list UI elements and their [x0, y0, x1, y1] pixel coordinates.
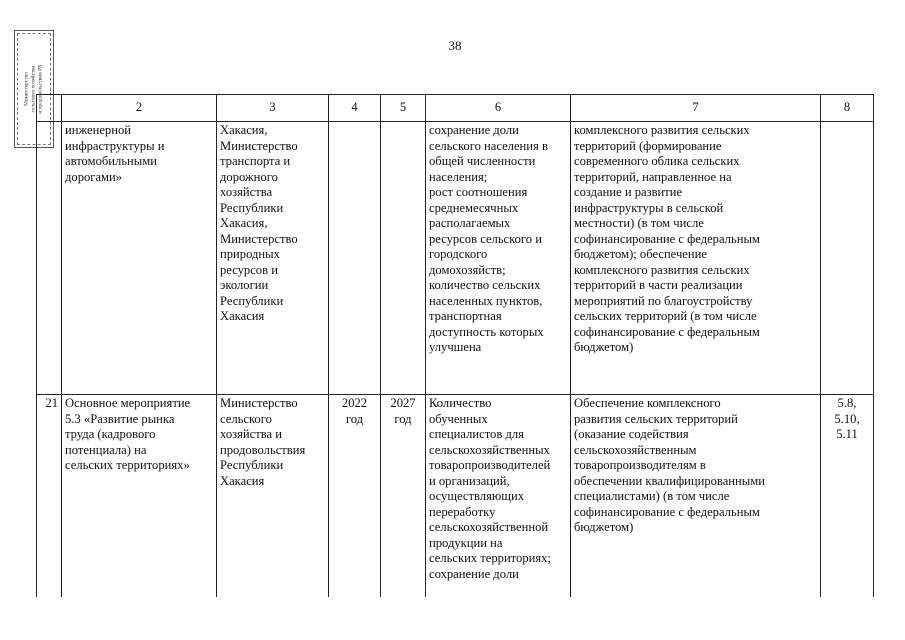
header-cell: 7: [571, 95, 821, 122]
event-cell: Основное мероприятие 5.3 «Развитие рынка труда (кадрового потенциала) на сельских территориях»: [62, 395, 217, 598]
row-number-cell: 21: [37, 395, 62, 598]
end-year-cell: [381, 122, 426, 395]
start-year-cell: [329, 122, 381, 395]
header-cell: [37, 95, 62, 122]
event-cell: инженерной инфраструктуры и автомобильными дорогами»: [62, 122, 217, 395]
table-row: [37, 122, 874, 395]
executor-cell: Министерство сельского хозяйства и продовольствия Республики Хакасия: [217, 395, 329, 598]
direction-cell: Обеспечение комплексного развития сельских территорий (оказание содействия сельскохозяйственным товаропроизводителям в обеспечении квалифицированными специалистами) (в том числе софинансирование с федеральным бюджетом): [571, 395, 821, 598]
stamp-line: сельского хозяйства: [30, 65, 37, 113]
row-number-cell: [37, 122, 62, 395]
links-cell: 5.8, 5.10, 5.11: [821, 395, 874, 598]
stamp-line: и продовольствия РХ: [37, 64, 44, 114]
indicators-cell: сохранение доли сельского населения в общей численности населения; рост соотношения среднемесячных располагаемых ресурсов сельского и городского домохозяйств; количество сельских населенных пунктов, транспортная доступность которых улучшена: [426, 122, 571, 395]
direction-cell: комплексного развития сельских территорий (формирование современного облика сельских территорий, направленное на создание и развитие инфраструктуры в сельской местности) (в том числе софинансирование с федеральным бюджетом); обеспечение комплексного развития сельских территорий в части реализации мероприятий по благоустройству сельских территорий (в том числе софинансирование с федеральным бюджетом): [571, 122, 821, 395]
table-header-row: [37, 95, 874, 122]
table-row: [37, 395, 874, 598]
header-cell: 3: [217, 95, 329, 122]
start-year-cell: 2022 год: [329, 395, 381, 598]
header-cell: 4: [329, 95, 381, 122]
end-year-cell: 2027 год: [381, 395, 426, 598]
executor-cell: Хакасия, Министерство транспорта и дорожного хозяйства Республики Хакасия, Министерство природных ресурсов и экологии Республики Хакасия: [217, 122, 329, 395]
stamp-line: Министерство: [23, 72, 30, 106]
header-cell: 2: [62, 95, 217, 122]
header-cell: 5: [381, 95, 426, 122]
page-number: 38: [448, 38, 462, 53]
indicators-cell: Количество обученных специалистов для сельскохозяйственных товаропроизводителей и организаций, осуществляющих переработку сельскохозяйственной продукции на сельских территориях; сохранение доли: [426, 395, 571, 598]
links-cell: [821, 122, 874, 395]
header-cell: 6: [426, 95, 571, 122]
header-cell: 8: [821, 95, 874, 122]
measures-table: [36, 94, 874, 597]
